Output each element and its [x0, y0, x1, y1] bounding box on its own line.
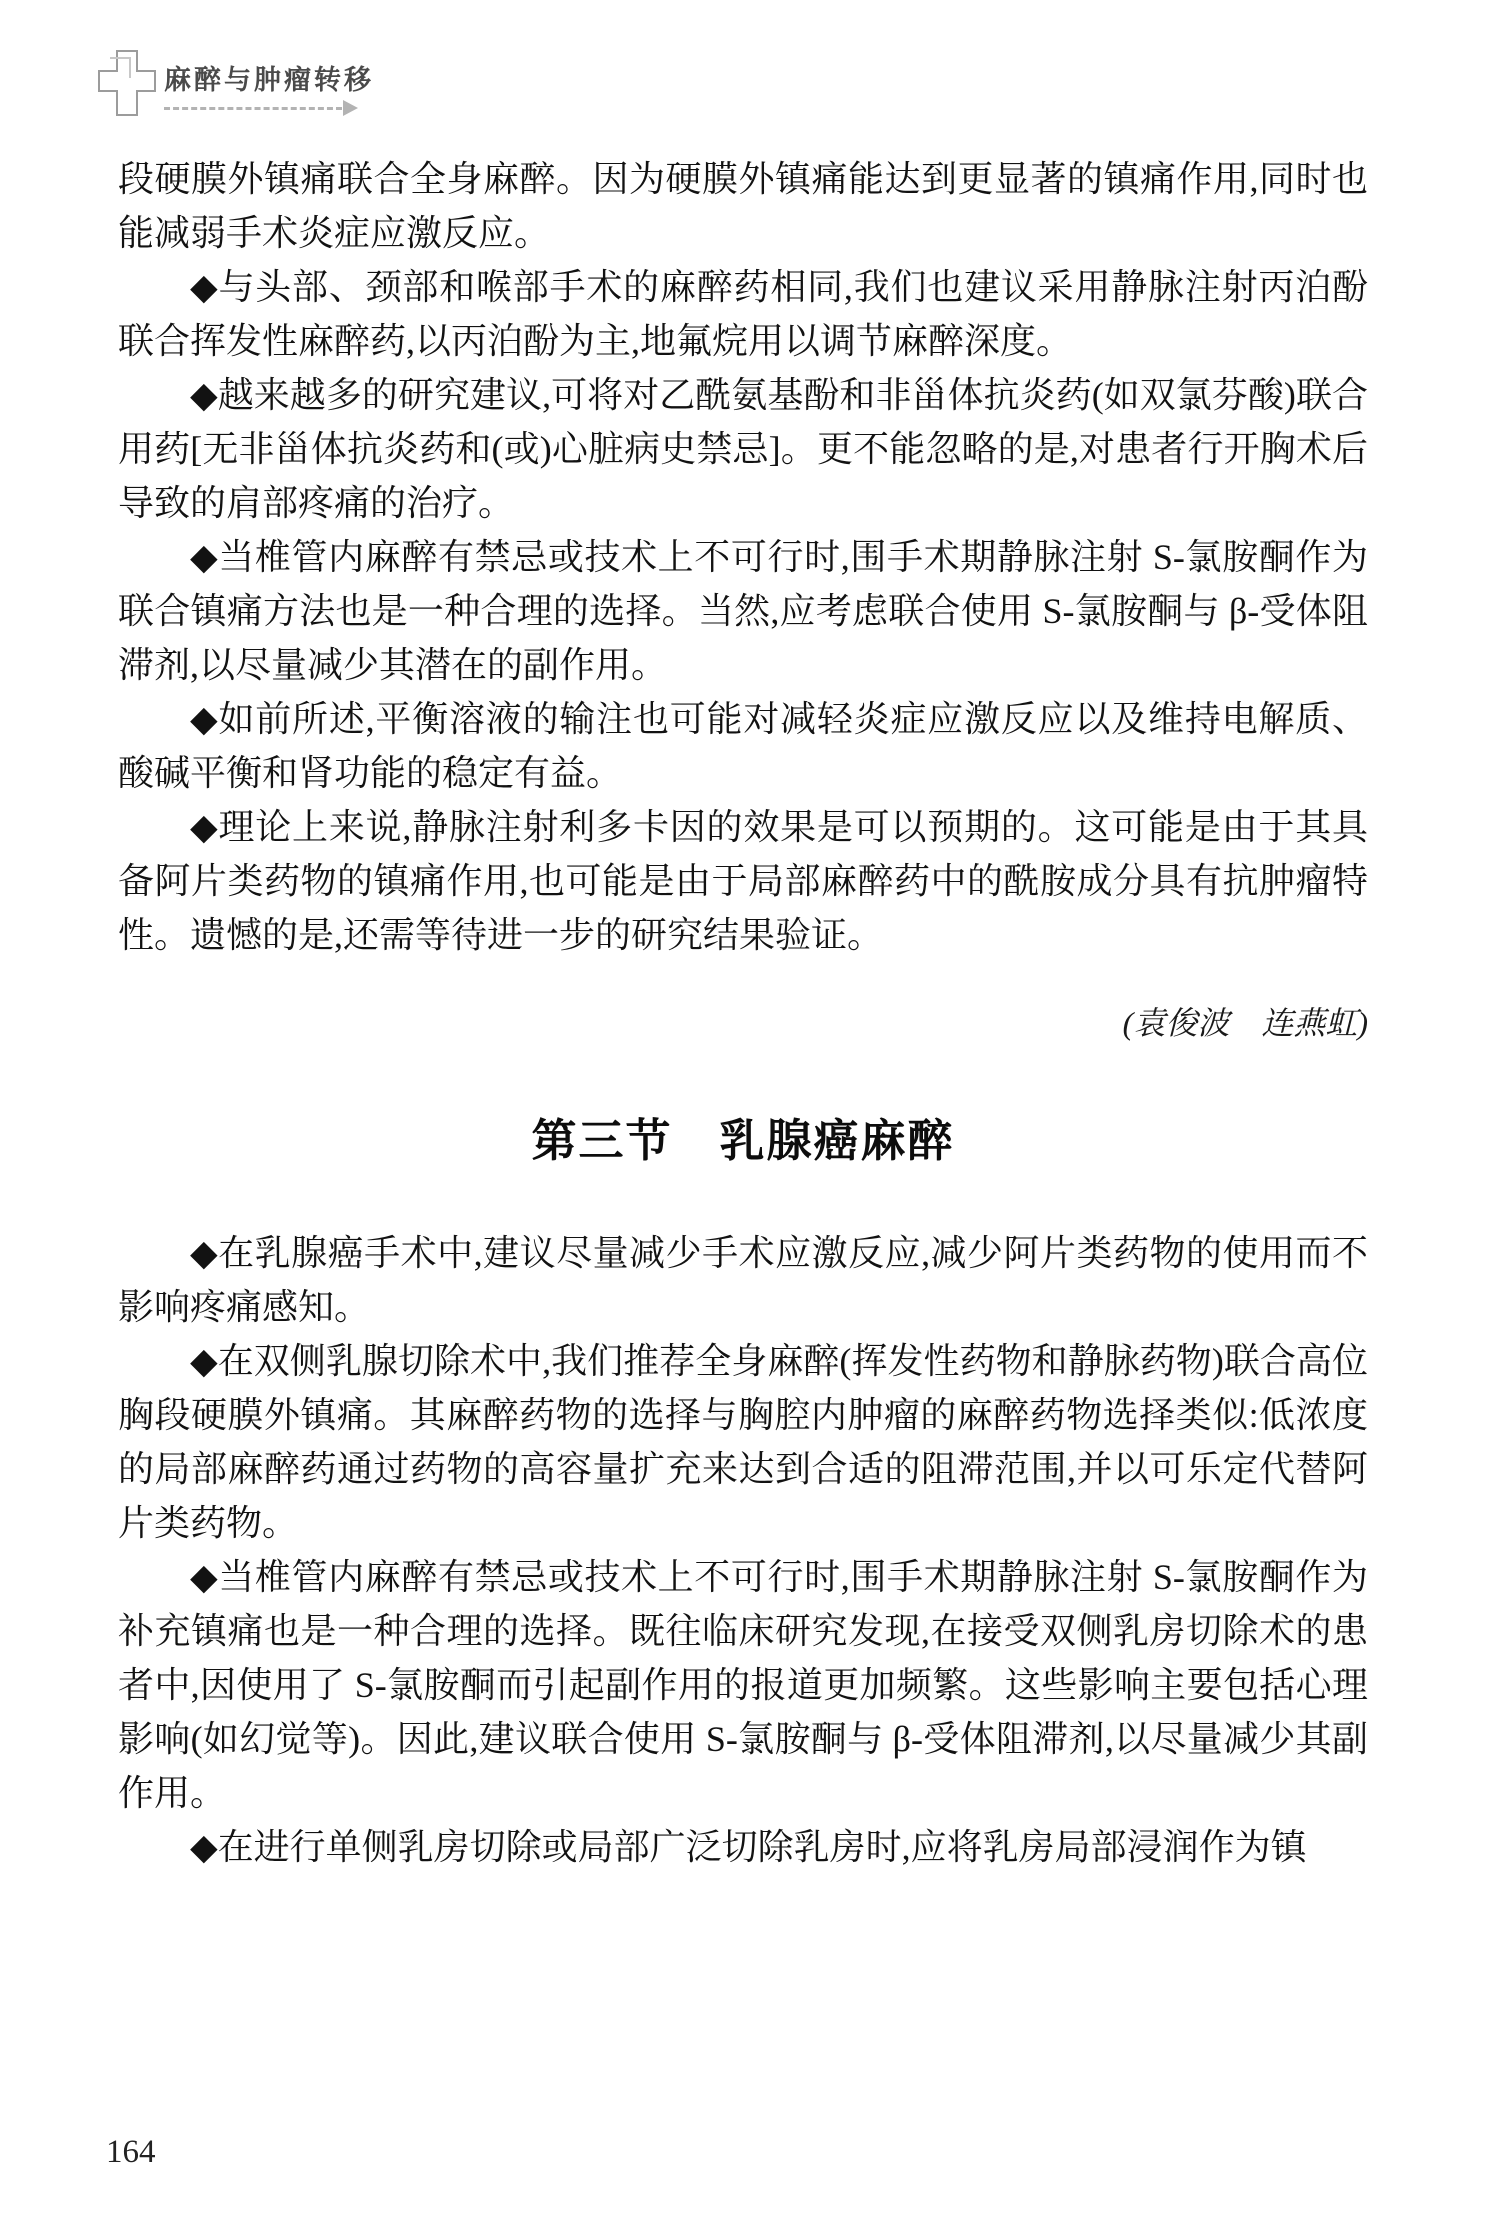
body-paragraph: ◆与头部、颈部和喉部手术的麻醉药相同,我们也建议采用静脉注射丙泊酚联合挥发性麻醉药,以丙泊酚为主,地氟烷用以调节麻醉深度。	[118, 267, 1368, 361]
body-paragraph: ◆在乳腺癌手术中,建议尽量减少手术应激反应,减少阿片类药物的使用而不影响疼痛感知。	[118, 1233, 1368, 1327]
section-heading: 第三节 乳腺癌麻醉	[531, 1115, 955, 1166]
body-paragraph: ◆在进行单侧乳房切除或局部广泛切除乳房时,应将乳房局部浸润作为镇	[190, 1827, 1307, 1867]
page-header	[96, 48, 374, 118]
page-content	[118, 152, 1368, 1874]
running-head	[164, 48, 374, 110]
body-paragraph: ◆在双侧乳腺切除术中,我们推荐全身麻醉(挥发性药物和静脉药物)联合高位胸段硬膜外镇痛。其麻醉药物的选择与胸腔内肿瘤的麻醉药物选择类似:低浓度的局部麻醉药通过药物的高容量扩充来达到合适的阻滞范围,并以可乐定代替阿片类药物。	[118, 1341, 1368, 1543]
body-paragraph: ◆当椎管内麻醉有禁忌或技术上不可行时,围手术期静脉注射 S-氯胺酮作为联合镇痛方法也是一种合理的选择。当然,应考虑联合使用 S-氯胺酮与 β-受体阻滞剂,以尽量减少其潜在的副作用。	[118, 537, 1368, 685]
dashed-arrow-decoration	[164, 107, 342, 110]
page-number: 164	[106, 2134, 156, 2170]
authors-attribution: (袁俊波 连燕虹)	[1122, 1005, 1368, 1041]
medical-cross-icon	[96, 48, 158, 118]
body-paragraph: ◆当椎管内麻醉有禁忌或技术上不可行时,围手术期静脉注射 S-氯胺酮作为补充镇痛也是一种合理的选择。既往临床研究发现,在接受双侧乳房切除术的患者中,因使用了 S-氯胺酮而引起副作用的报道更加频繁。这些影响主要包括心理影响(如幻觉等)。因此,建议联合使用 S-氯胺酮与 β-受体阻滞剂,以尽量减少其副作用。	[118, 1557, 1368, 1813]
body-paragraph: ◆如前所述,平衡溶液的输注也可能对减轻炎症应激反应以及维持电解质、酸碱平衡和肾功能的稳定有益。	[118, 699, 1368, 793]
running-head-book-title: 麻醉与肿瘤转移	[164, 65, 374, 95]
arrow-head-icon	[343, 100, 358, 116]
body-paragraph: ◆越来越多的研究建议,可将对乙酰氨基酚和非甾体抗炎药(如双氯芬酸)联合用药[无非甾体抗炎药和(或)心脏病史禁忌]。更不能忽略的是,对患者行开胸术后导致的肩部疼痛的治疗。	[118, 375, 1368, 523]
body-paragraph-continuation: 段硬膜外镇痛联合全身麻醉。因为硬膜外镇痛能达到更显著的镇痛作用,同时也能减弱手术炎症应激反应。	[118, 159, 1368, 253]
body-paragraph: ◆理论上来说,静脉注射利多卡因的效果是可以预期的。这可能是由于其具备阿片类药物的镇痛作用,也可能是由于局部麻醉药中的酰胺成分具有抗肿瘤特性。遗憾的是,还需等待进一步的研究结果验证。	[118, 807, 1368, 955]
